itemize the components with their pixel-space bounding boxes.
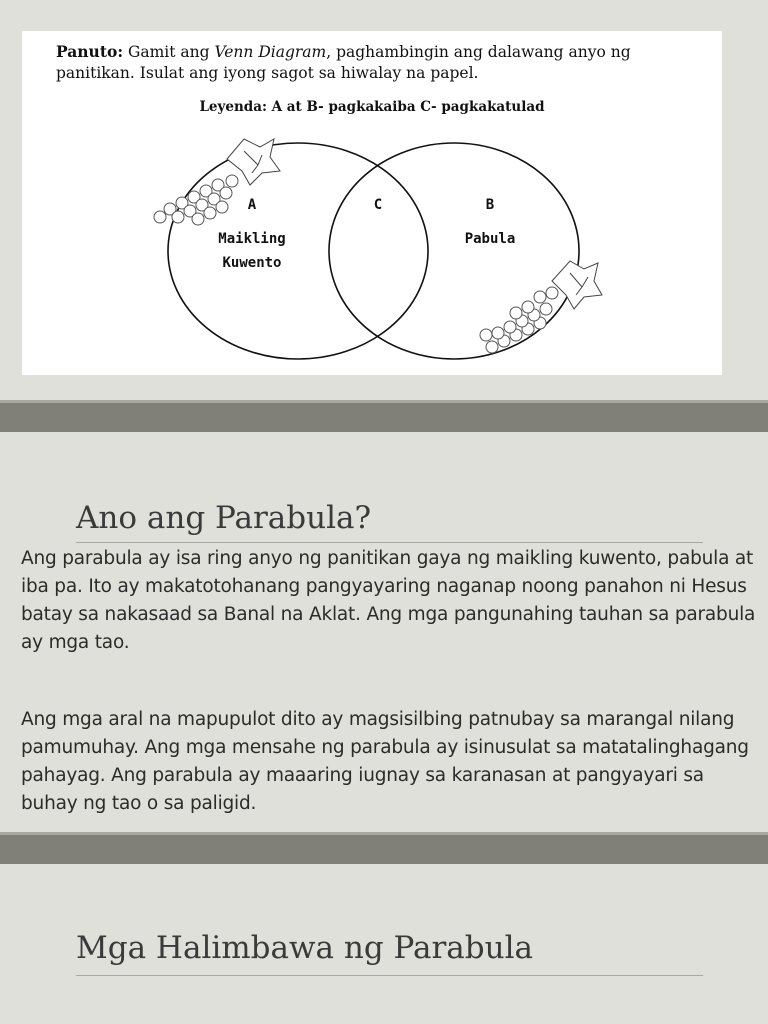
venn-label-a-line1: Maikling — [218, 231, 286, 247]
venn-letter-b: B — [485, 197, 495, 213]
instruction-text-2: , paghambingin ang dalawang anyo ng panitikan. Isulat ang iyong sagot sa hiwalay na papel. — [56, 43, 631, 82]
paragraph-definition: Ang parabula ay isa ring anyo ng panitikan gaya ng maikling kuwento, pabula at iba pa. Ito ay makatotohanang pangyayaring naganap noong panahon ni Hesus batay sa nakasaad sa Banal na Aklat. Ang mga pangunahing tauhan sa parabula ay mga tao. — [21, 548, 756, 653]
slide-divider-band — [0, 835, 768, 864]
venn-letter-a: A — [247, 197, 257, 213]
instruction-text-1: Gamit ang — [123, 43, 215, 61]
title-underline — [76, 975, 703, 976]
venn-letter-c: C — [373, 197, 383, 213]
slide-divider-band — [0, 403, 768, 432]
venn-label-b: Pabula — [464, 231, 516, 247]
slide-venn-worksheet — [0, 0, 768, 400]
instruction-label: Panuto: — [56, 42, 124, 61]
instruction-italic: Venn Diagram — [214, 43, 327, 61]
grapes-icon — [480, 261, 602, 353]
title-underline — [76, 542, 703, 543]
paragraph-lessons: Ang mga aral na mapupulot dito ay magsisilbing patnubay sa marangal nilang pamumuhay. Ang mga mensahe ng parabula ay isinusulat sa matatalinghagang pahayag. Ang parabula ay maaaring iugnay sa karanasan at pangyayari sa buhay ng tao o sa paligid. — [21, 709, 749, 814]
legend: Leyenda: A at B- pagkakaiba C- pagkakatulad — [199, 99, 545, 115]
worksheet-image — [22, 31, 722, 375]
venn-label-a-line2: Kuwento — [222, 255, 282, 271]
section-title-ano-ang-parabula: Ano ang Parabula? — [76, 500, 372, 536]
section-title-mga-halimbawa: Mga Halimbawa ng Parabula — [76, 930, 533, 966]
